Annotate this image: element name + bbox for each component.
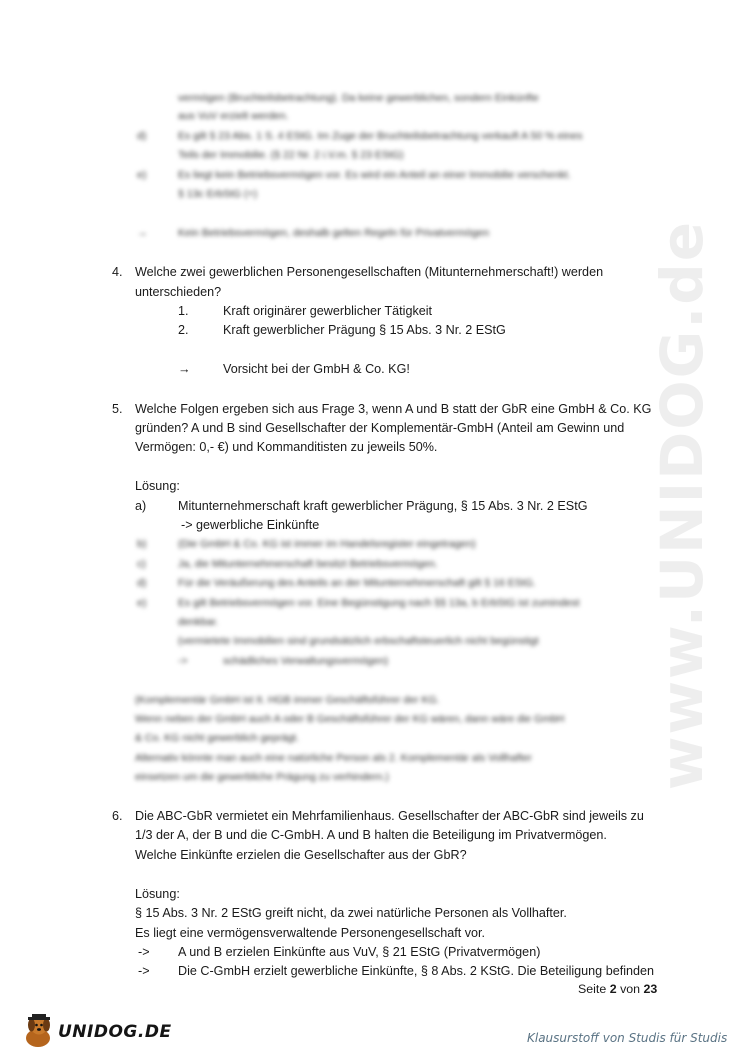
blurred-line: Es liegt kein Betriebsvermögen vor. Es wird ein Anteil an einer Immobilie verschenkt. <box>178 169 571 181</box>
arrow-icon: → <box>178 362 191 376</box>
solution-label: Lösung: <box>135 479 180 493</box>
blurred-line: (Die GmbH & Co. KG ist immer im Handelsregister eingetragen) <box>178 538 476 550</box>
blurred-line: einsetzen um die gewerbliche Prägung zu verhindern.) <box>135 771 389 783</box>
blurred-line: (Komplementär GmbH ist It. HGB immer Geschäftsführer der KG. <box>135 694 440 706</box>
question-text: unterschieden? <box>135 285 222 299</box>
question-number: 4. <box>112 265 123 279</box>
arrow-icon: -> <box>138 945 150 959</box>
blurred-line: Alternativ könnte man auch eine natürliche Person als 2. Komplementär als Vollhafter <box>135 752 532 764</box>
blurred-line: Kein Betriebsvermögen, deshalb gelten Regeln für Privatvermögen <box>178 227 490 239</box>
blurred-line: Es gilt Betriebsvermögen vor. Eine Begünstigung nach §§ 13a, b ErbStG ist zumindest <box>178 597 580 609</box>
solution-text: Es liegt eine vermögensverwaltende Personengesellschaft vor. <box>135 926 486 940</box>
solution-text: A und B erzielen Einkünfte aus VuV, § 21 EStG (Privatvermögen) <box>178 945 541 959</box>
question-text: 1/3 der A, der B und die C-GmbH. A und B halten die Beteiligung im Privatvermögen. <box>135 828 607 842</box>
solution-label: Lösung: <box>135 887 180 901</box>
blurred-line: & Co. KG nicht gewerblich geprägt. <box>135 732 300 744</box>
unidog-logo[interactable] <box>22 1012 172 1052</box>
item-number: 2. <box>178 323 189 337</box>
page-of: von <box>620 982 641 996</box>
watermark <box>632 219 732 791</box>
blurred-line: Wenn neben der GmbH auch A oder B Geschäftsführer der KG wären, dann wäre die GmbH <box>135 713 565 725</box>
item-text: Kraft originärer gewerblicher Tätigkeit <box>223 304 433 318</box>
blurred-line: vermögen (Bruchteilsbetrachtung). Da keine gewerblichen, sondern Einkünfte <box>178 92 539 104</box>
page-number <box>578 982 657 996</box>
question-number: 5. <box>112 402 123 416</box>
blurred-line: Es gilt § 23 Abs. 1 S. 4 EStG. Im Zuge der Bruchteilsbetrachtung verkauft A 50 % eines <box>178 130 583 142</box>
question-number: 6. <box>112 809 123 823</box>
note-text: Vorsicht bei der GmbH & Co. KG! <box>223 362 410 376</box>
blurred-label: e) <box>137 597 147 609</box>
blurred-arrow: → <box>137 227 148 239</box>
page-label: Seite <box>578 982 607 996</box>
question-text: Welche zwei gewerblichen Personengesellschaften (Mitunternehmerschaft!) werden <box>135 265 604 279</box>
blurred-line: aus VuV erzielt werden. <box>178 110 289 122</box>
item-number: 1. <box>178 304 189 318</box>
total-pages: 23 <box>643 982 658 996</box>
arrow-icon: -> <box>138 964 150 978</box>
blurred-label: b) <box>137 538 147 550</box>
blurred-line: Ja, die Mitunternehmerschaft besitzt Betriebsvermögen. <box>178 558 438 570</box>
logo-text: UNIDOG.DE <box>58 1022 172 1042</box>
dog-icon <box>22 1014 56 1050</box>
blurred-arrow: -> <box>178 655 188 667</box>
watermark-text: www.UNIDOG.de <box>648 219 716 791</box>
question-text: gründen? A und B sind Gesellschafter der Komplementär-GmbH (Anteil am Gewinn und <box>135 421 625 435</box>
question-text: Die ABC-GbR vermietet ein Mehrfamilienhaus. Gesellschafter der ABC-GbR sind jeweils zu <box>135 809 644 823</box>
blurred-label: d) <box>137 130 147 142</box>
question-text: Welche Folgen ergeben sich aus Frage 3, wenn A und B statt der GbR eine GmbH & Co. KG <box>135 402 652 416</box>
question-text: Vermögen: 0,- €) und Kommanditisten zu jeweils 50%. <box>135 440 438 454</box>
answer-label: a) <box>135 499 147 513</box>
blurred-line: schädliches Verwaltungsvermögen) <box>223 655 389 667</box>
current-page: 2 <box>609 982 617 996</box>
blurred-label: c) <box>137 558 146 570</box>
solution-text: § 15 Abs. 3 Nr. 2 EStG greift nicht, da zwei natürliche Personen als Vollhafter. <box>135 906 567 920</box>
blurred-line: Teils der Immobilie. (§ 22 Nr. 2 i.V.m. § 23 EStG) <box>178 149 404 161</box>
blurred-line: (vermietete Immobilien sind grundsätzlich erbschaftsteuerlich nicht begünstigt <box>178 635 539 647</box>
blurred-line: denkbar. <box>178 616 219 628</box>
tagline: Klausurstoff von Studis für Studis <box>527 1031 728 1045</box>
solution-text: Die C-GmbH erzielt gewerbliche Einkünfte, § 8 Abs. 2 KStG. Die Beteiligung befinden <box>178 964 655 978</box>
question-text: Welche Einkünfte erzielen die Gesellschafter aus der GbR? <box>135 848 467 862</box>
blurred-line: Für die Veräußerung des Anteils an der Mitunternehmerschaft gilt § 16 EStG. <box>178 577 536 589</box>
answer-text: Mitunternehmerschaft kraft gewerblicher Prägung, § 15 Abs. 3 Nr. 2 EStG <box>178 499 588 513</box>
blurred-label: e) <box>137 169 147 181</box>
blurred-label: d) <box>137 577 147 589</box>
item-text: Kraft gewerblicher Prägung § 15 Abs. 3 Nr. 2 EStG <box>223 323 506 337</box>
answer-sub: -> gewerbliche Einkünfte <box>181 518 320 532</box>
blurred-line: § 13c ErbStG (+) <box>178 188 258 200</box>
